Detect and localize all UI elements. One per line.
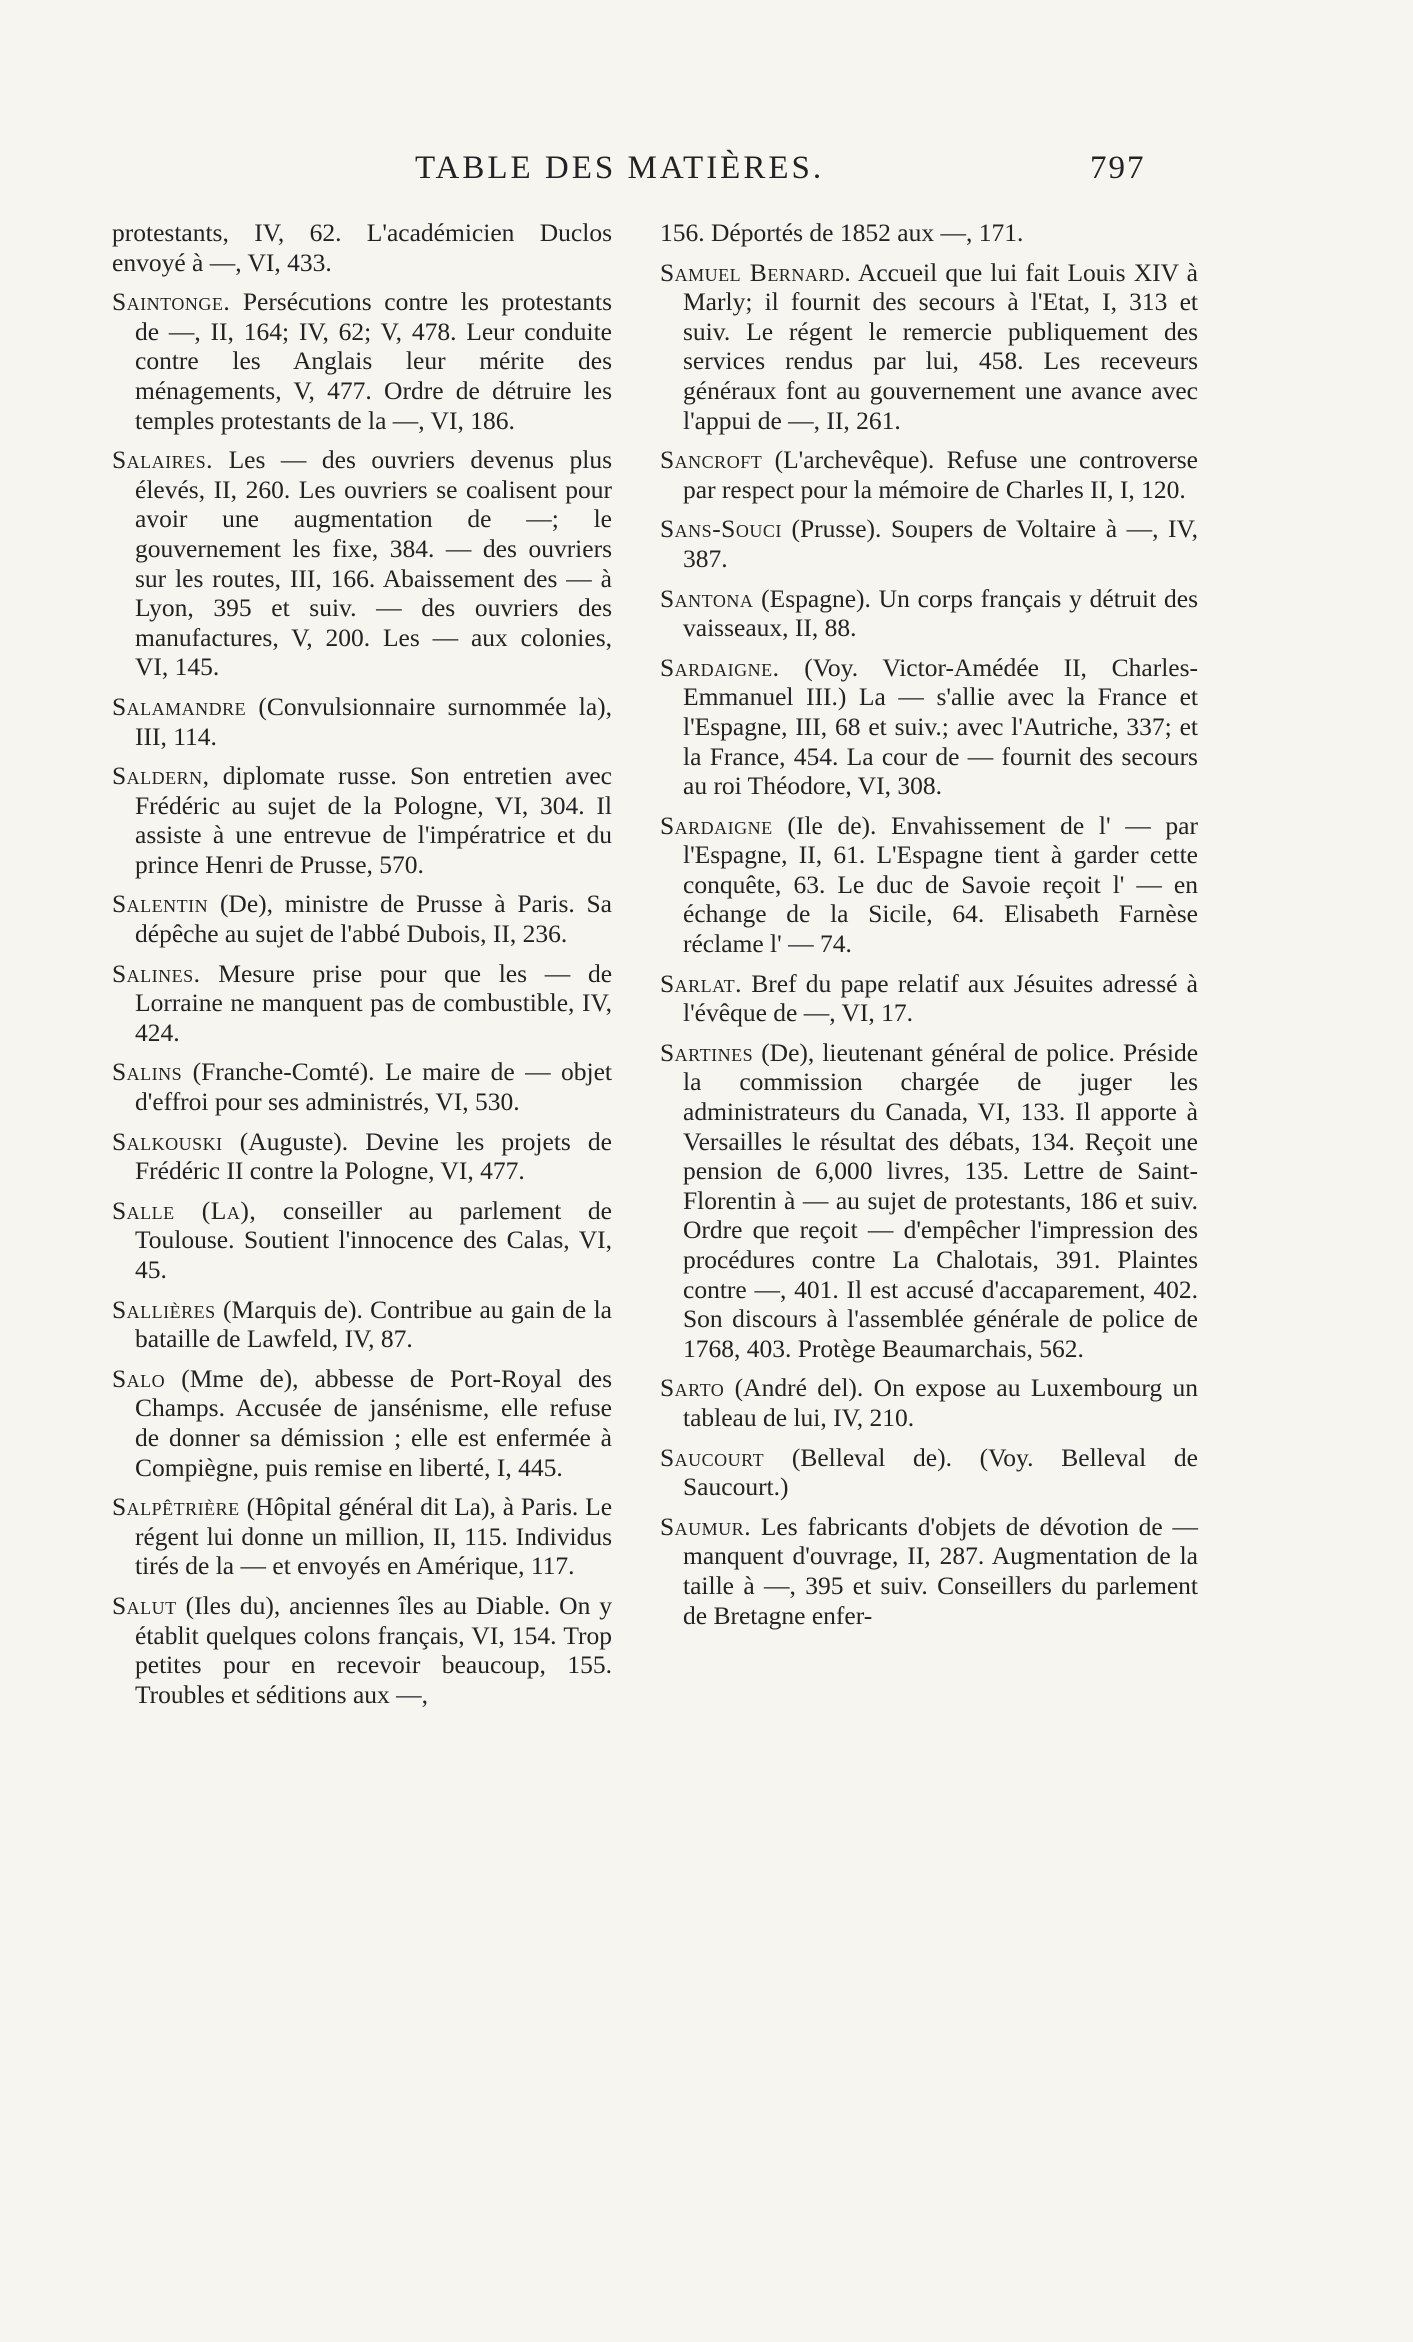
entry-text: (Belleval de). (Voy. Belleval de Saucourt.) bbox=[683, 1442, 1198, 1502]
entry-text: Les fabricants d'objets de dévotion de — manquent d'ouvrage, II, 287. Augmentation de la taille à —, 395 et suiv. Conseillers du parlement de Bretagne enfer- bbox=[683, 1511, 1198, 1630]
left-column bbox=[112, 218, 612, 1719]
entry-text: (Convulsionnaire surnommée la), III, 114. bbox=[135, 691, 612, 751]
entry-heading: Sarlat. bbox=[660, 968, 743, 998]
entry-heading: Sancroft bbox=[660, 445, 763, 475]
running-header bbox=[0, 150, 1413, 190]
entry-heading: Samuel Bernard. bbox=[660, 257, 852, 287]
index-entry bbox=[112, 1295, 612, 1354]
index-entry bbox=[660, 258, 1198, 436]
entry-heading: Salines. bbox=[112, 958, 201, 988]
index-entry bbox=[660, 218, 1198, 248]
index-entry bbox=[660, 1038, 1198, 1364]
entry-text: conseiller au parlement de Toulouse. Soutient l'innocence des Calas, VI, 45. bbox=[135, 1195, 613, 1284]
entry-text: (De), ministre de Prusse à Paris. Sa dépêche au sujet de l'abbé Dubois, II, 236. bbox=[135, 889, 613, 949]
entry-heading: Sardaigne. bbox=[660, 652, 780, 682]
entry-heading: Sallières bbox=[112, 1294, 216, 1324]
entry-text: (Espagne). Un corps français y détruit des vaisseaux, II, 88. bbox=[683, 583, 1199, 643]
entry-text: (Mme de), abbesse de Port-Royal des Champs. Accusée de jansénisme, elle refuse de donner sa démission ; elle est enfermée à Compiègne, puis remise en liberté, I, 445. bbox=[135, 1363, 612, 1482]
index-entry bbox=[112, 1492, 612, 1581]
index-entry bbox=[112, 1127, 612, 1186]
index-entry bbox=[112, 889, 612, 948]
entry-text: (Auguste). Devine les projets de Frédéric II contre la Pologne, VI, 477. bbox=[135, 1126, 612, 1186]
entry-heading: Salut bbox=[112, 1590, 177, 1620]
index-entry bbox=[112, 218, 612, 277]
entry-text: Les — des ouvriers devenus plus élevés, II, 260. Les ouvriers se coalisent pour avoir une augmentation de —; le gouvernement les fixe, 384. — des ouvriers sur les routes, III, 166. Abaissement des — à Lyon, 395 et suiv. — des ouvriers des manufactures, V, 200. Les — aux colonies, VI, 145. bbox=[135, 445, 612, 682]
entry-text: (Marquis de). Contribue au gain de la bataille de Lawfeld, IV, 87. bbox=[135, 1294, 612, 1354]
entry-text: Bref du pape relatif aux Jésuites adressé à l'évêque de —, VI, 17. bbox=[683, 968, 1198, 1028]
entry-heading: Saintonge. bbox=[112, 287, 231, 317]
entry-text: (André del). On expose au Luxembourg un tableau de lui, IV, 210. bbox=[683, 1373, 1199, 1432]
index-entry bbox=[660, 1512, 1198, 1630]
entry-heading: Salamandre bbox=[112, 691, 247, 721]
entry-heading: Sarto bbox=[660, 1373, 725, 1403]
entry-heading: Sans-Souci bbox=[660, 514, 782, 544]
entry-text: Mesure prise pour que les — de Lorraine ne manquent pas de combustible, IV, 424. bbox=[135, 958, 613, 1047]
index-entry bbox=[660, 445, 1198, 504]
index-entry bbox=[660, 514, 1198, 573]
index-entry bbox=[660, 1443, 1198, 1502]
page-number: 797 bbox=[1090, 150, 1146, 186]
entry-text: Accueil que lui fait Louis XIV à Marly; il fournit des secours à l'Etat, I, 313 et suiv. Le régent le remercie publiquement des services rendus par lui, 458. Les receveurs généraux font au gouvernement une avance avec l'appui de —, II, 261. bbox=[683, 257, 1199, 435]
entry-heading: Salo bbox=[112, 1363, 166, 1393]
entry-heading: Saucourt bbox=[660, 1442, 765, 1472]
entry-heading: Salkouski bbox=[112, 1126, 223, 1156]
index-entry bbox=[112, 445, 612, 682]
entry-text: Persécutions contre les protestants de —, II, 164; IV, 62; V, 478. Leur conduite contre les Anglais leur mérite des ménagements, V, 477. Ordre de détruire les temples protestants de la —, VI, 186. bbox=[135, 287, 612, 435]
entry-heading: Salpêtrière bbox=[112, 1492, 240, 1522]
right-column bbox=[660, 218, 1198, 1640]
index-entry bbox=[112, 1591, 612, 1709]
entry-text: diplomate russe. Son entretien avec Frédéric au sujet de la Pologne, VI, 304. Il assiste à une entrevue de l'impératrice et du prince Henri de Prusse, 570. bbox=[135, 761, 612, 879]
entry-text: (Iles du), anciennes îles au Diable. On y établit quelques colons français, VI, 154. Trop petites pour en recevoir beaucoup, 155. Troubles et séditions aux —, bbox=[135, 1590, 612, 1709]
index-entry bbox=[112, 1057, 612, 1116]
entry-text: (L'archevêque). Refuse une controverse par respect pour la mémoire de Charles II, I, 120. bbox=[683, 445, 1199, 504]
index-entry bbox=[112, 1364, 612, 1482]
entry-heading: Saumur. bbox=[660, 1511, 752, 1541]
entry-heading: Saldern, bbox=[112, 761, 210, 791]
entry-text: (Ile de). Envahissement de l' — par l'Espagne, II, 61. L'Espagne tient à garder cette conquête, 63. Le duc de Savoie reçoit l' — en échange de la Sicile, 64. Elisabeth Farnèse réclame l' — 74. bbox=[683, 810, 1198, 959]
entry-heading: Sartines bbox=[660, 1037, 754, 1067]
index-entry bbox=[660, 584, 1198, 643]
entry-text: (Prusse). Soupers de Voltaire à —, IV, 387. bbox=[683, 514, 1199, 573]
entry-text: (Franche-Comté). Le maire de — objet d'effroi pour ses administrés, VI, 530. bbox=[135, 1057, 612, 1117]
index-entry bbox=[112, 287, 612, 435]
index-entry bbox=[112, 692, 612, 751]
index-entry bbox=[660, 653, 1198, 801]
entry-text: protestants, IV, 62. L'académicien Duclos envoyé à —, VI, 433. bbox=[112, 218, 612, 277]
index-entry bbox=[660, 811, 1198, 959]
page-title: TABLE DES MATIÈRES. bbox=[415, 150, 825, 186]
entry-text: (Voy. Victor-Amédée II, Charles-Emmanuel III.) La — s'allie avec la France et l'Espagne, III, 68 et suiv.; avec l'Autriche, 337; et la France, 454. La cour de — fournit des secours au roi Théodore, VI, 308. bbox=[683, 652, 1199, 801]
entry-heading: Salins bbox=[112, 1057, 183, 1087]
entry-text: (Hôpital général dit La), à Paris. Le régent lui donne un million, II, 115. Individus tirés de la — et envoyés en Amérique, 117. bbox=[135, 1492, 613, 1581]
index-entry bbox=[660, 1373, 1198, 1432]
index-entry bbox=[660, 969, 1198, 1028]
entry-heading: Santona bbox=[660, 583, 754, 613]
entry-text: (De), lieutenant général de police. Préside la commission chargée de juger les administrateurs du Canada, VI, 133. Il apporte à Versailles le résultat des débats, 134. Reçoit une pension de 6,000 livres, 135. Lettre de Saint-Florentin à — au sujet de protestants, 186 et suiv. Ordre que reçoit — d'empêcher l'impression des procédures contre La Chalotais, 391. Plaintes contre —, 401. Il est accusé d'accaparement, 402. Son discours à l'assemblée générale de police de 1768, 403. Protège Beaumarchais, 562. bbox=[683, 1037, 1199, 1363]
index-entry bbox=[112, 761, 612, 879]
index-entry bbox=[112, 1196, 612, 1285]
entry-heading: Sardaigne bbox=[660, 810, 773, 840]
entry-heading: Salaires. bbox=[112, 445, 214, 475]
entry-text: 156. Déportés de 1852 aux —, 171. bbox=[660, 218, 1024, 247]
index-entry bbox=[112, 959, 612, 1048]
entry-heading: Salle (La), bbox=[112, 1195, 257, 1225]
entry-heading: Salentin bbox=[112, 889, 209, 919]
